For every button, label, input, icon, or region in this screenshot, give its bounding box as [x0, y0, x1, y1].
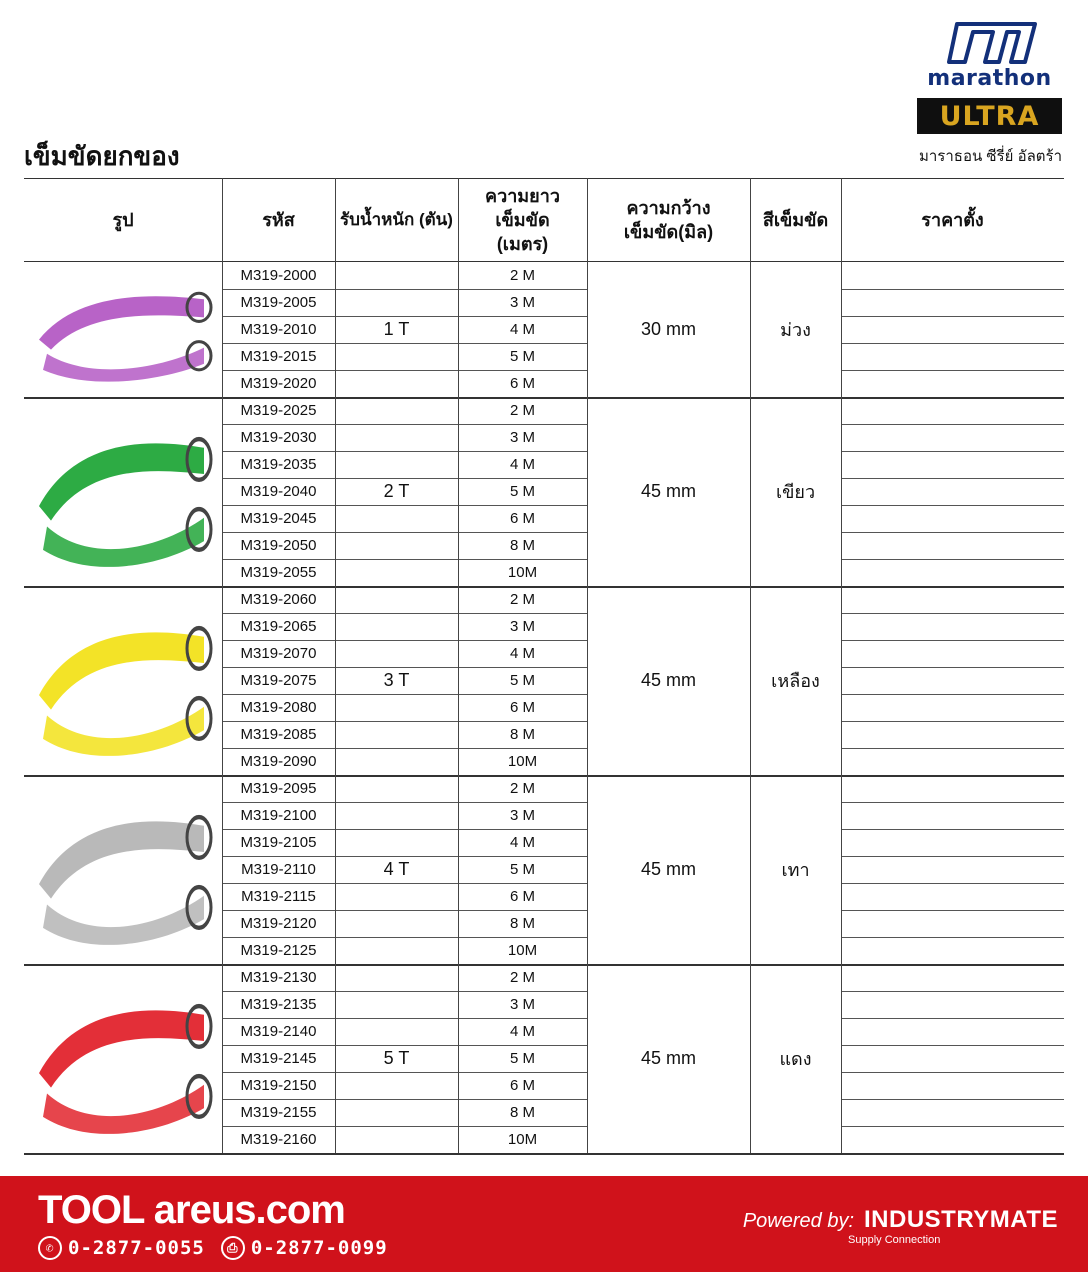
sling-length: 6 M — [509, 510, 535, 527]
column-divider — [222, 178, 223, 1153]
product-code: M319-2145 — [240, 1050, 317, 1067]
price-cell[interactable] — [841, 640, 1064, 667]
ultra-badge — [917, 98, 1062, 134]
price-cell[interactable] — [841, 775, 1064, 802]
sling-width: 30 mm — [640, 319, 696, 339]
sling-length: 8 M — [509, 726, 535, 743]
price-cell[interactable] — [841, 856, 1064, 883]
sling-length: 10M — [507, 1131, 538, 1148]
ultra-label: ULTRA — [939, 100, 1040, 132]
price-cell[interactable] — [841, 829, 1064, 856]
product-code: M319-2010 — [240, 321, 317, 338]
product-image — [24, 262, 222, 397]
product-code: M319-2025 — [240, 402, 317, 419]
capacity: 5 T — [383, 1048, 410, 1068]
sling-length: 3 M — [509, 294, 535, 311]
sling-length: 5 M — [509, 672, 535, 689]
sling-color: เขียว — [775, 482, 816, 502]
sling-color: เทา — [781, 860, 810, 880]
column-divider — [750, 178, 751, 1153]
product-code: M319-2065 — [240, 618, 317, 635]
page-title: เข็มขัดยกของ — [24, 141, 180, 171]
product-code: M319-2035 — [240, 456, 317, 473]
sling-length: 8 M — [509, 1104, 535, 1121]
product-code: M319-2150 — [240, 1077, 317, 1094]
capacity: 4 T — [383, 859, 410, 879]
col-header-capacity: รับน้ำหนัก (ตัน) — [340, 210, 453, 229]
col-header-price: ราคาตั้ง — [921, 210, 984, 230]
product-code: M319-2090 — [240, 753, 317, 770]
price-cell[interactable] — [841, 991, 1064, 1018]
sling-length: 4 M — [509, 834, 535, 851]
sling-length: 4 M — [509, 645, 535, 662]
sling-length: 6 M — [509, 375, 535, 392]
product-code: M319-2000 — [240, 267, 317, 284]
product-code: M319-2045 — [240, 510, 317, 527]
price-cell[interactable] — [841, 289, 1064, 316]
sling-length: 2 M — [509, 591, 535, 608]
price-cell[interactable] — [841, 397, 1064, 424]
sling-width: 45 mm — [640, 859, 696, 879]
brand-wordmark: marathon — [927, 66, 1052, 91]
product-code: M319-2125 — [240, 942, 317, 959]
product-code: M319-2095 — [240, 780, 317, 797]
price-cell[interactable] — [841, 343, 1064, 370]
sling-length: 6 M — [509, 888, 535, 905]
sling-length: 10M — [507, 564, 538, 581]
product-code: M319-2085 — [240, 726, 317, 743]
partner-logo[interactable]: INDUSTRYMATE — [864, 1206, 1058, 1233]
sling-length: 2 M — [509, 267, 535, 284]
sling-color: เหลือง — [771, 671, 820, 691]
price-cell[interactable] — [841, 370, 1064, 397]
product-code: M319-2140 — [240, 1023, 317, 1040]
capacity: 1 T — [383, 319, 410, 339]
yellow-sling-icon — [29, 593, 217, 768]
capacity: 2 T — [383, 481, 410, 501]
product-code: M319-2060 — [240, 591, 317, 608]
price-cell[interactable] — [841, 694, 1064, 721]
product-code: M319-2120 — [240, 915, 317, 932]
product-code: M319-2015 — [240, 348, 317, 365]
product-code: M319-2160 — [240, 1131, 317, 1148]
sling-length: 6 M — [509, 699, 535, 716]
sling-length: 6 M — [509, 1077, 535, 1094]
footer-banner — [0, 1176, 1088, 1272]
product-code: M319-2070 — [240, 645, 317, 662]
sling-length: 4 M — [509, 456, 535, 473]
product-code: M319-2080 — [240, 699, 317, 716]
price-cell[interactable] — [841, 478, 1064, 505]
sling-width: 45 mm — [640, 1048, 696, 1068]
price-cell[interactable] — [841, 964, 1064, 991]
price-cell[interactable] — [841, 586, 1064, 613]
sling-length: 4 M — [509, 1023, 535, 1040]
sling-length: 8 M — [509, 537, 535, 554]
column-divider — [841, 178, 842, 1153]
col-header-code: รหัส — [262, 210, 295, 230]
product-image — [24, 397, 222, 586]
price-cell[interactable] — [841, 883, 1064, 910]
product-code: M319-2105 — [240, 834, 317, 851]
sling-length: 5 M — [509, 1050, 535, 1067]
product-code: M319-2005 — [240, 294, 317, 311]
col-header-width-line1: ความกว้าง — [626, 198, 711, 218]
sling-width: 45 mm — [640, 481, 696, 501]
marathon-logo-icon — [939, 20, 1041, 66]
sling-length: 10M — [507, 942, 538, 959]
price-cell[interactable] — [841, 559, 1064, 586]
product-code: M319-2020 — [240, 375, 317, 392]
purple-sling-icon — [29, 269, 217, 390]
product-code: M319-2055 — [240, 564, 317, 581]
site-name[interactable]: TOOL areus.com — [38, 1188, 345, 1232]
col-header-color: สีเข็มขัด — [762, 210, 829, 230]
sling-color: แดง — [779, 1049, 812, 1069]
column-divider — [587, 178, 588, 1153]
red-sling-icon — [29, 971, 217, 1146]
table-header — [24, 178, 1064, 262]
price-cell[interactable] — [841, 1126, 1064, 1153]
fax-number[interactable]: 0-2877-0099 — [250, 1237, 388, 1259]
product-image — [24, 964, 222, 1153]
price-cell[interactable] — [841, 451, 1064, 478]
sling-width: 45 mm — [640, 670, 696, 690]
powered-by-label: Powered by: — [742, 1210, 854, 1232]
sling-length: 3 M — [509, 618, 535, 635]
sling-length: 3 M — [509, 807, 535, 824]
col-header-image: รูป — [112, 210, 134, 230]
product-image — [24, 586, 222, 775]
brand-logo — [917, 20, 1062, 168]
sling-length: 2 M — [509, 969, 535, 986]
sling-length: 5 M — [509, 348, 535, 365]
price-cell[interactable] — [841, 1072, 1064, 1099]
product-code: M319-2155 — [240, 1104, 317, 1121]
sling-color: ม่วง — [780, 320, 811, 340]
contact-numbers — [38, 1236, 388, 1260]
sling-length: 10M — [507, 753, 538, 770]
sling-length: 2 M — [509, 780, 535, 797]
grey-sling-icon — [29, 782, 217, 957]
column-divider — [458, 178, 459, 1153]
group-divider — [24, 1153, 1064, 1155]
product-image — [24, 775, 222, 964]
product-code: M319-2050 — [240, 537, 317, 554]
col-header-length-line1: ความยาวเข็มขัด — [485, 186, 560, 230]
price-cell[interactable] — [841, 910, 1064, 937]
price-cell[interactable] — [841, 262, 1064, 289]
product-code: M319-2130 — [240, 969, 317, 986]
price-cell[interactable] — [841, 1018, 1064, 1045]
sling-length: 5 M — [509, 861, 535, 878]
powered-by — [743, 1206, 1058, 1234]
phone-icon: ✆ — [38, 1236, 62, 1260]
col-header-width-line2: เข็มขัด(มิล) — [623, 222, 714, 242]
price-cell[interactable] — [841, 316, 1064, 343]
sling-length: 4 M — [509, 321, 535, 338]
price-cell[interactable] — [841, 505, 1064, 532]
price-cell[interactable] — [841, 721, 1064, 748]
sling-length: 2 M — [509, 402, 535, 419]
green-sling-icon — [29, 404, 217, 579]
sling-length: 3 M — [509, 996, 535, 1013]
product-code: M319-2110 — [241, 861, 316, 878]
price-cell[interactable] — [841, 1045, 1064, 1072]
sling-length: 5 M — [509, 483, 535, 500]
col-header-length-line2: (เมตร) — [496, 234, 549, 254]
phone-number[interactable]: 0-2877-0055 — [68, 1237, 205, 1259]
product-code: M319-2115 — [241, 888, 316, 905]
product-code: M319-2040 — [240, 483, 317, 500]
product-code: M319-2135 — [240, 996, 317, 1013]
partner-tagline: Supply Connection — [848, 1234, 941, 1246]
price-cell[interactable] — [841, 667, 1064, 694]
price-cell[interactable] — [841, 424, 1064, 451]
fax-icon: ⎙ — [221, 1236, 245, 1260]
product-code: M319-2030 — [240, 429, 317, 446]
product-code: M319-2100 — [240, 807, 317, 824]
price-cell[interactable] — [841, 532, 1064, 559]
product-code: M319-2075 — [240, 672, 317, 689]
price-cell[interactable] — [841, 1099, 1064, 1126]
sling-length: 3 M — [509, 429, 535, 446]
price-cell[interactable] — [841, 613, 1064, 640]
col-header-length — [458, 179, 587, 261]
capacity: 3 T — [383, 670, 410, 690]
price-cell[interactable] — [841, 748, 1064, 775]
price-cell[interactable] — [841, 802, 1064, 829]
col-header-width — [587, 179, 750, 261]
brand-subtitle: มาราธอน ซีรี่ย์ อัลตร้า — [919, 148, 1062, 165]
column-divider — [335, 178, 336, 1153]
price-cell[interactable] — [841, 937, 1064, 964]
sling-length: 8 M — [509, 915, 535, 932]
